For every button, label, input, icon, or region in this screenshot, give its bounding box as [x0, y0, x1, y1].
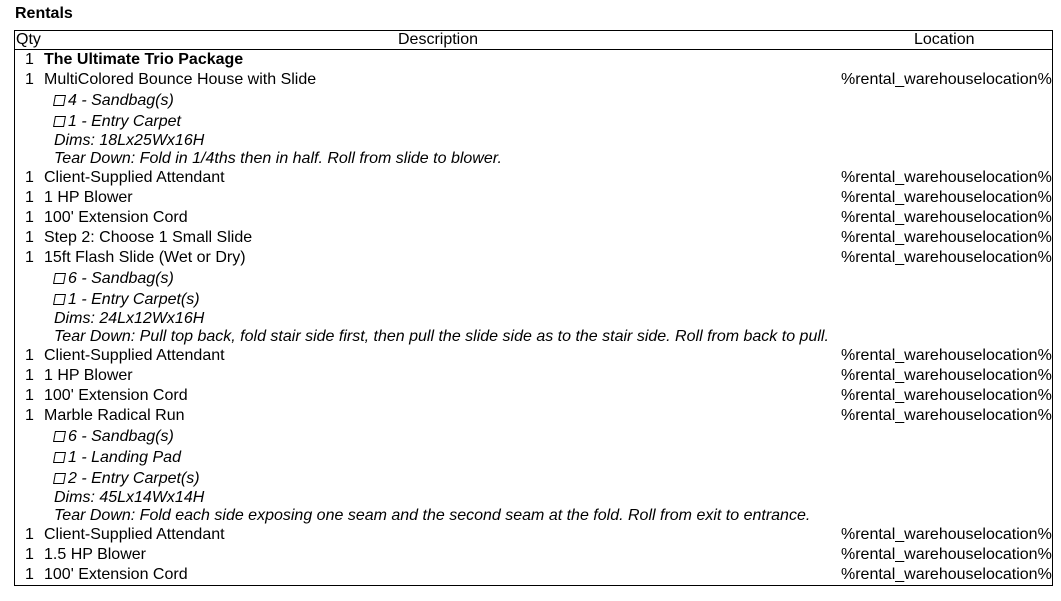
row-location: %rental_warehouselocation%: [841, 566, 1052, 583]
accessory-item: [15, 447, 1052, 468]
checkbox-icon: [53, 431, 66, 442]
table-row: [15, 248, 1052, 268]
row-qty: 1: [25, 367, 34, 384]
row-qty: 1: [25, 407, 34, 424]
table-row: [15, 188, 1052, 208]
dimensions-note: Dims: 24Lx12Wx16H: [54, 310, 205, 327]
row-location: %rental_warehouselocation%: [841, 367, 1052, 384]
table-row: [15, 525, 1052, 545]
checkbox-icon: [53, 273, 66, 284]
table-row: [15, 346, 1052, 366]
accessory-item: [15, 468, 1052, 489]
table-header: [15, 31, 1052, 50]
accessory-label: 4 - Sandbag(s): [68, 92, 174, 109]
row-description: 1 HP Blower: [44, 367, 133, 384]
row-description: Step 2: Choose 1 Small Slide: [44, 229, 253, 246]
row-location: %rental_warehouselocation%: [841, 249, 1052, 266]
accessory-label: 2 - Entry Carpet(s): [68, 470, 200, 487]
row-description: Client-Supplied Attendant: [44, 526, 225, 543]
table-row: [15, 50, 1052, 70]
table-row: [15, 366, 1052, 386]
row-description: Client-Supplied Attendant: [44, 169, 225, 186]
row-qty: 1: [25, 566, 34, 583]
row-qty: 1: [25, 229, 34, 246]
row-qty: 1: [25, 249, 34, 266]
accessory-label: 1 - Entry Carpet(s): [68, 291, 200, 308]
checkbox-icon: [53, 116, 66, 127]
row-location: %rental_warehouselocation%: [841, 546, 1052, 563]
table-body: [15, 50, 1052, 585]
table-row: [15, 406, 1052, 426]
accessory-label: 1 - Entry Carpet: [68, 113, 181, 130]
row-description: 100' Extension Cord: [44, 209, 188, 226]
accessory-item: [15, 289, 1052, 310]
header-description: Description: [398, 31, 479, 48]
row-description: 1 HP Blower: [44, 189, 133, 206]
checkbox-icon: [53, 294, 66, 305]
accessory-item: [15, 111, 1052, 132]
row-qty: 1: [25, 387, 34, 404]
row-description: The Ultimate Trio Package: [44, 51, 244, 68]
dimensions-note: Dims: 18Lx25Wx16H: [54, 132, 205, 149]
section-title: Rentals: [15, 5, 73, 22]
row-description: MultiColored Bounce House with Slide: [44, 71, 317, 88]
checkbox-icon: [53, 452, 66, 463]
row-qty: 1: [25, 526, 34, 543]
row-location: %rental_warehouselocation%: [841, 407, 1052, 424]
table-row: [15, 565, 1052, 585]
checkbox-icon: [53, 95, 66, 106]
row-description: 100' Extension Cord: [44, 566, 188, 583]
teardown-note: Tear Down: Fold in 1/4ths then in half. Roll from slide to blower.: [54, 150, 502, 167]
accessory-label: 6 - Sandbag(s): [68, 428, 174, 445]
table-row: [15, 168, 1052, 188]
row-location: %rental_warehouselocation%: [841, 71, 1052, 88]
checkbox-icon: [53, 473, 66, 484]
row-location: %rental_warehouselocation%: [841, 387, 1052, 404]
teardown-note: Tear Down: Pull top back, fold stair side first, then pull the slide side as to the stair side. Roll from back to pull.: [54, 328, 829, 345]
row-qty: 1: [25, 71, 34, 88]
row-qty: 1: [25, 347, 34, 364]
row-description: Client-Supplied Attendant: [44, 347, 225, 364]
table-row: [15, 70, 1052, 90]
row-location: %rental_warehouselocation%: [841, 229, 1052, 246]
header-location: Location: [914, 31, 975, 48]
accessory-label: 6 - Sandbag(s): [68, 270, 174, 287]
row-location: %rental_warehouselocation%: [841, 169, 1052, 186]
row-qty: 1: [25, 169, 34, 186]
dimensions-note: Dims: 45Lx14Wx14H: [54, 489, 205, 506]
teardown-note: Tear Down: Fold each side exposing one seam and the second seam at the fold. Roll from exit to entrance.: [54, 507, 811, 524]
row-description: Marble Radical Run: [44, 407, 185, 424]
row-description: 100' Extension Cord: [44, 387, 188, 404]
table-row: [15, 208, 1052, 228]
row-qty: 1: [25, 189, 34, 206]
row-description: 15ft Flash Slide (Wet or Dry): [44, 249, 246, 266]
table-row: [15, 228, 1052, 248]
row-location: %rental_warehouselocation%: [841, 189, 1052, 206]
table-row: [15, 386, 1052, 406]
row-location: %rental_warehouselocation%: [841, 209, 1052, 226]
row-location: %rental_warehouselocation%: [841, 526, 1052, 543]
row-qty: 1: [25, 209, 34, 226]
rentals-table: [14, 30, 1053, 586]
header-qty: Qty: [16, 31, 41, 48]
accessory-label: 1 - Landing Pad: [68, 449, 181, 466]
row-qty: 1: [25, 51, 34, 68]
accessory-item: [15, 268, 1052, 289]
accessory-item: [15, 90, 1052, 111]
table-row: [15, 545, 1052, 565]
row-location: %rental_warehouselocation%: [841, 347, 1052, 364]
accessory-item: [15, 426, 1052, 447]
row-qty: 1: [25, 546, 34, 563]
row-description: 1.5 HP Blower: [44, 546, 146, 563]
